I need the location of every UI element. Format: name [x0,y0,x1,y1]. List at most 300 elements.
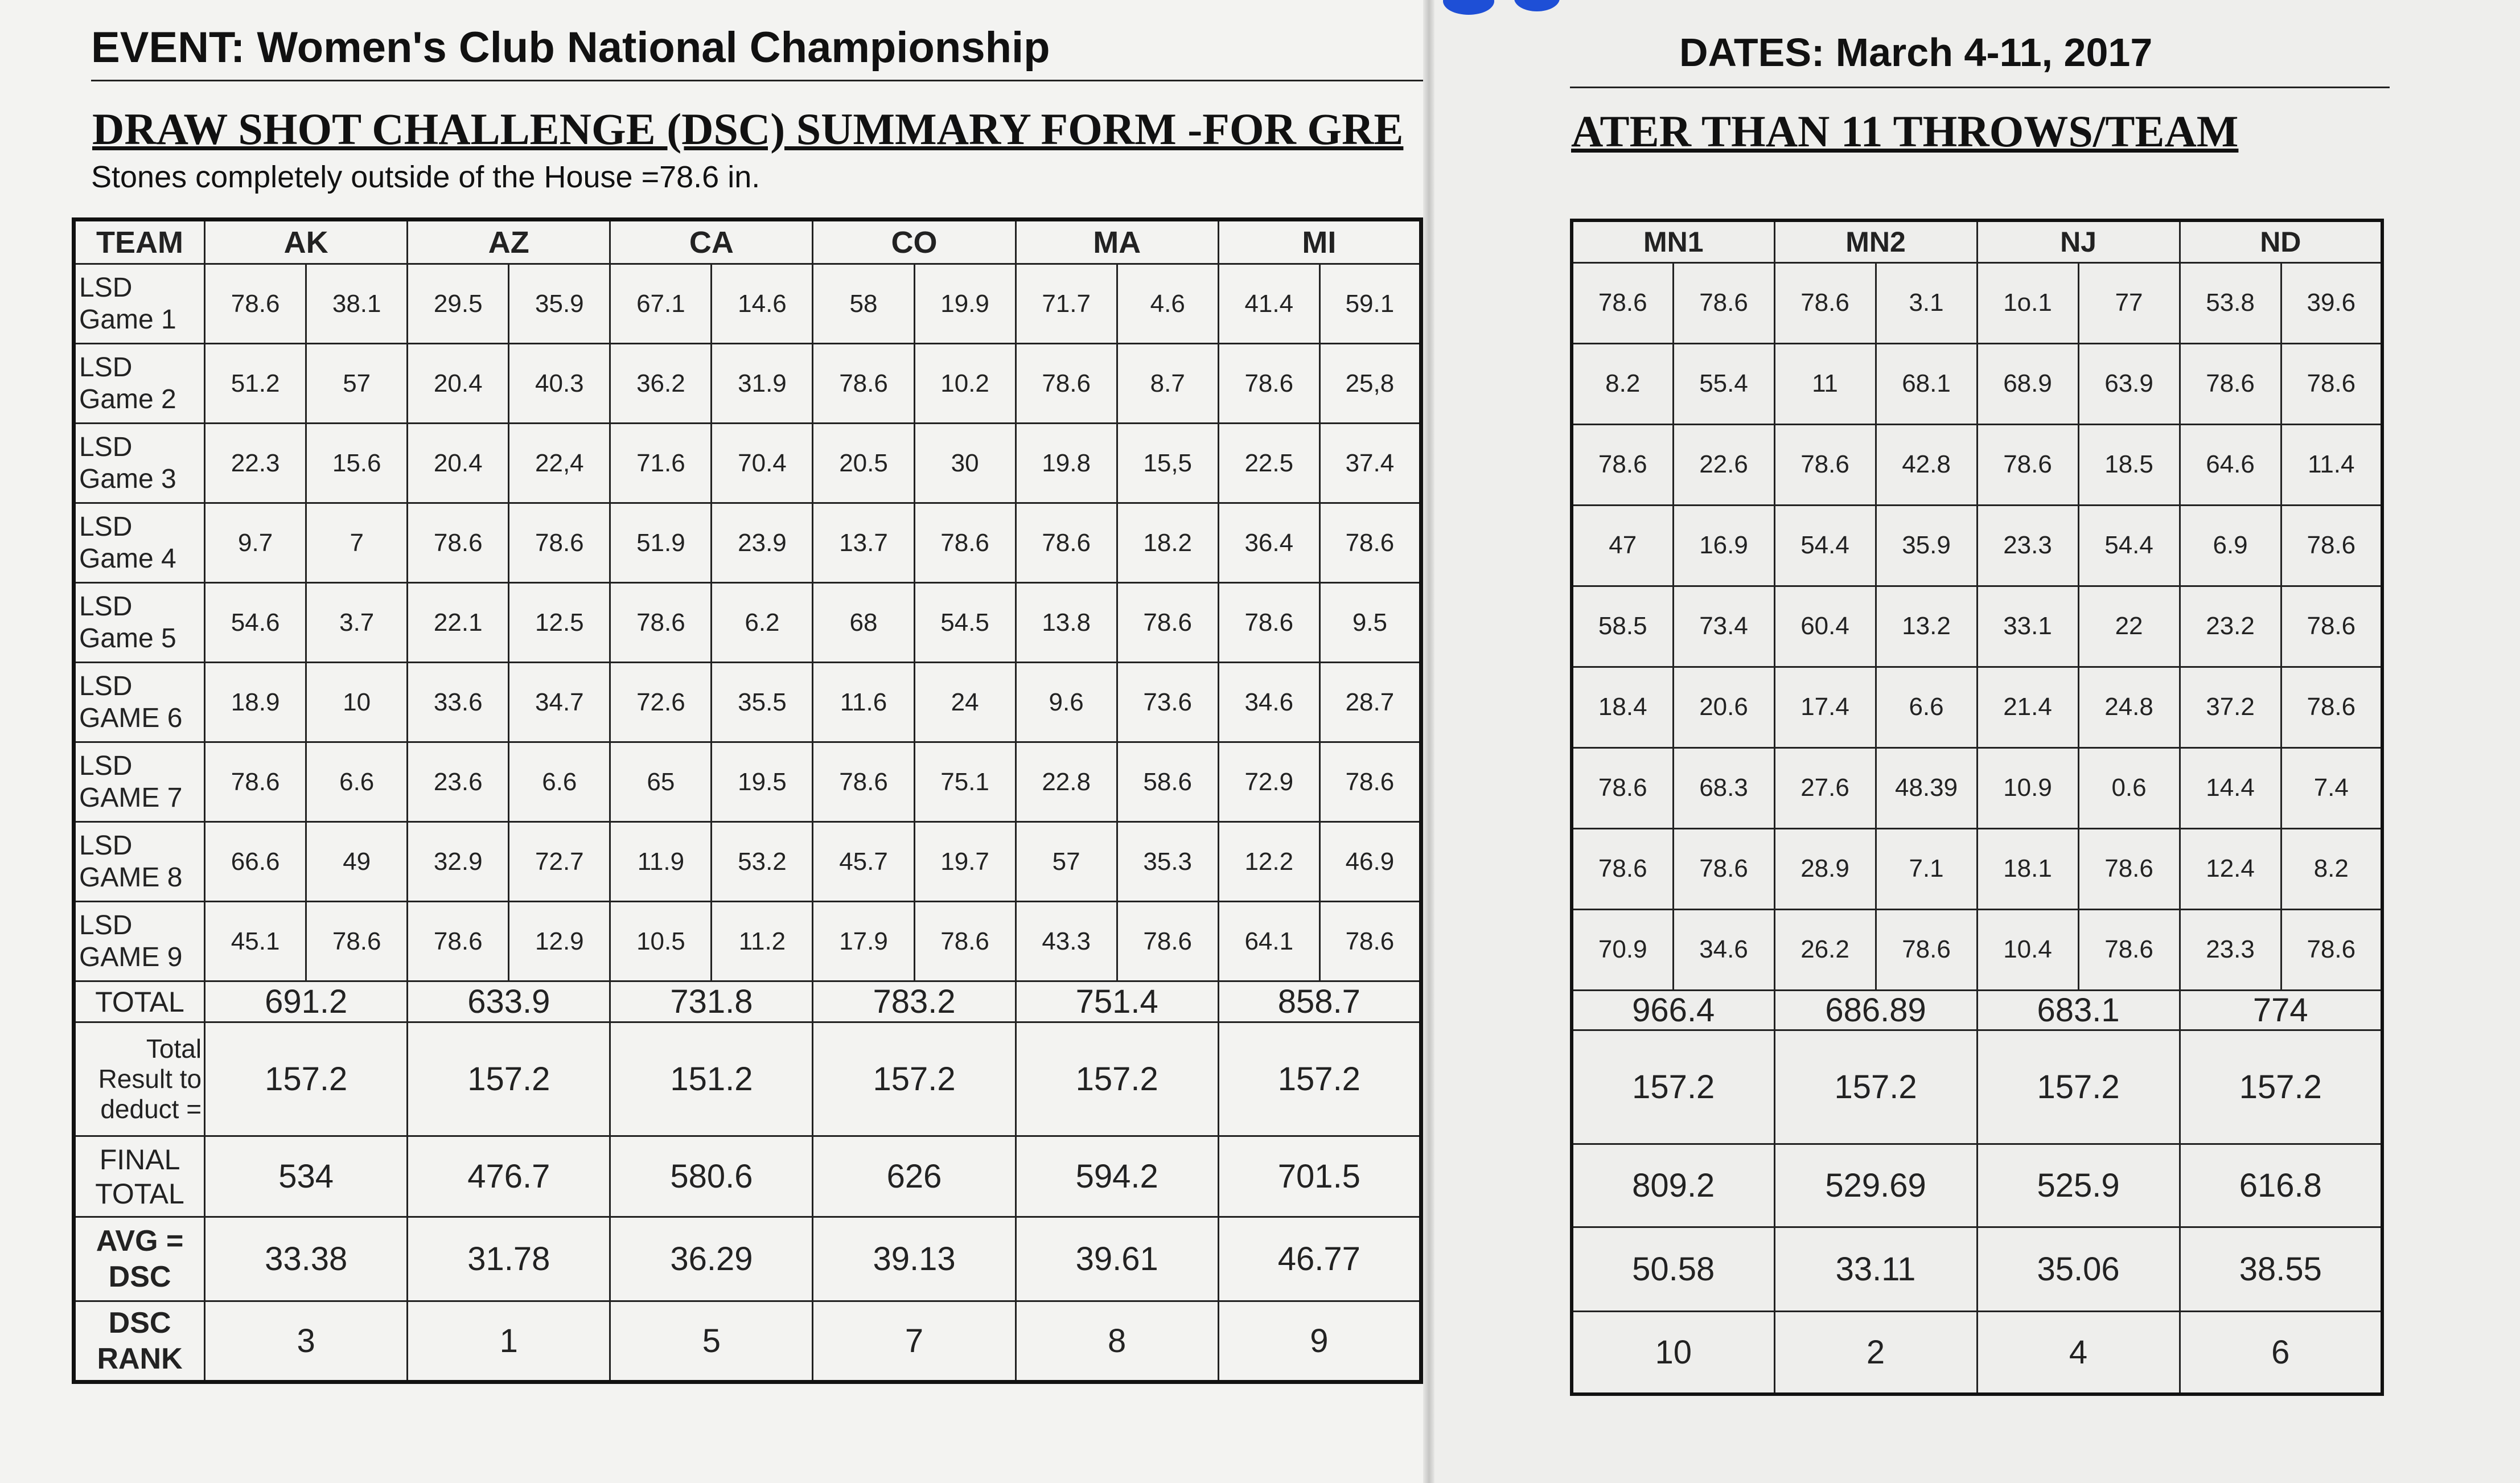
score-cell: 53.2 [712,822,813,902]
deduct-row-value: 157.2 [1218,1022,1421,1136]
score-cell: 78.6 [813,344,914,424]
score-cell: 11.2 [712,902,813,981]
score-cell: 34.6 [1218,663,1319,742]
score-cell: 14.6 [712,264,813,344]
score-cell: 78.6 [509,503,610,583]
score-cell: 78.6 [1673,262,1774,343]
final-row-value: 616.8 [2180,1144,2382,1227]
rank-row-value: 10 [1572,1311,1774,1394]
score-cell: 78.6 [1319,742,1421,822]
row-label-line: LSD [79,273,133,303]
score-cell: 60.4 [1774,586,1876,667]
score-cell: 36.4 [1218,503,1319,583]
score-cell: 29.5 [408,264,509,344]
score-cell: 63.9 [2078,343,2180,424]
table-header-row [74,220,1421,264]
deduct-row [74,1022,1421,1136]
score-cell: 11.6 [813,663,914,742]
score-cell: 58 [813,264,914,344]
final-row-value: 529.69 [1774,1144,1977,1227]
score-cell: 78.6 [1673,828,1774,909]
avg-row-value: 31.78 [408,1217,610,1301]
score-cell: 23.3 [2180,909,2281,990]
row-label-line: LSD [79,512,133,543]
score-cell: 54.5 [914,583,1016,663]
deduct-row-value: 157.2 [2180,1030,2382,1144]
score-cell: 78.6 [1016,344,1117,424]
row-label-line: GAME 8 [79,862,183,893]
score-cell: 6.6 [1876,667,1977,747]
row-label-line: Result to [98,1064,202,1094]
game-row [1572,667,2382,747]
score-cell: 72.9 [1218,742,1319,822]
score-cell: 43.3 [1016,902,1117,981]
total-row-value: 686.89 [1774,990,1977,1030]
score-cell: 78.6 [1774,262,1876,343]
total-row-value: 751.4 [1016,981,1218,1022]
score-cell: 18.4 [1572,667,1673,747]
score-cell: 42.8 [1876,424,1977,505]
score-cell: 23.9 [712,503,813,583]
score-cell: 13.8 [1016,583,1117,663]
score-cell: 25,8 [1319,344,1421,424]
row-label-line: Game 5 [79,623,176,654]
deduct-row-value: 157.2 [205,1022,408,1136]
row-label [74,344,205,424]
row-label-line: AVG = [96,1225,184,1258]
rank-row-value: 3 [205,1301,408,1382]
avg-row-value: 39.61 [1016,1217,1218,1301]
score-cell: 75.1 [914,742,1016,822]
score-cell: 45.7 [813,822,914,902]
game-row [74,902,1421,981]
avg-row [74,1217,1421,1301]
score-cell: 78.6 [1572,747,1673,828]
score-cell: 78.6 [1572,262,1673,343]
team-name: NJ [1977,220,2180,262]
game-row [74,822,1421,902]
score-cell: 0.6 [2078,747,2180,828]
score-cell: 11.9 [610,822,712,902]
score-cell: 39.6 [2281,262,2382,343]
deduct-row-value: 157.2 [1977,1030,2180,1144]
row-label-line: TOTAL [95,985,184,1018]
game-row [1572,909,2382,990]
score-cell: 15.6 [306,424,408,503]
row-label-line: LSD [79,352,133,383]
score-cell: 20.6 [1673,667,1774,747]
final-row-value: 525.9 [1977,1144,2180,1227]
rank-row-value: 4 [1977,1311,2180,1394]
form-title-right: ATER THAN 11 THROWS/TEAM [1571,106,2239,156]
score-cell: 22.3 [205,424,306,503]
score-cell: 26.2 [1774,909,1876,990]
row-label [74,503,205,583]
avg-row-label [74,1217,205,1301]
dsc-summary-table-left [72,217,1423,1384]
table-header-row [1572,220,2382,262]
score-cell: 20.4 [408,344,509,424]
score-cell: 20.5 [813,424,914,503]
rank-row [1572,1311,2382,1394]
rank-row-value: 7 [813,1301,1016,1382]
divider [91,80,1423,81]
score-cell: 8.2 [2281,828,2382,909]
row-label-line: LSD [79,432,133,463]
row-label [74,424,205,503]
row-label-line: DSC [108,1260,171,1293]
score-cell: 28.9 [1774,828,1876,909]
score-cell: 30 [914,424,1016,503]
row-label [74,264,205,344]
score-cell: 45.1 [205,902,306,981]
rank-row-value: 2 [1774,1311,1977,1394]
total-row-label [74,981,205,1022]
game-row [1572,262,2382,343]
total-row-value: 774 [2180,990,2382,1030]
score-cell: 78.6 [1319,503,1421,583]
score-cell: 7 [306,503,408,583]
score-cell: 31.9 [712,344,813,424]
score-cell: 32.9 [408,822,509,902]
deduct-row-value: 157.2 [1774,1030,1977,1144]
score-cell: 54.6 [205,583,306,663]
score-cell: 35.9 [509,264,610,344]
score-cell: 37.2 [2180,667,2281,747]
row-label-line: GAME 9 [79,942,183,972]
score-cell: 78.6 [2078,828,2180,909]
total-row-value: 783.2 [813,981,1016,1022]
score-cell: 28.7 [1319,663,1421,742]
score-cell: 10.5 [610,902,712,981]
team-name: AK [205,220,408,264]
score-cell: 7.1 [1876,828,1977,909]
score-cell: 13.7 [813,503,914,583]
score-cell: 12.9 [509,902,610,981]
final-row-label [74,1136,205,1217]
score-cell: 70.9 [1572,909,1673,990]
row-label-line: DSC [108,1307,171,1340]
rank-row-label [74,1301,205,1382]
score-cell: 8.7 [1117,344,1218,424]
score-cell: 17.4 [1774,667,1876,747]
final-row-value: 594.2 [1016,1136,1218,1217]
score-cell: 78.6 [2281,343,2382,424]
score-cell: 7.4 [2281,747,2382,828]
event-dates: DATES: March 4-11, 2017 [1679,30,2153,75]
event-title: EVENT: Women's Club National Championship [91,23,1050,72]
score-cell: 22.5 [1218,424,1319,503]
row-label-line: GAME 6 [79,703,183,733]
score-cell: 57 [306,344,408,424]
score-cell: 18.9 [205,663,306,742]
score-cell: 24.8 [2078,667,2180,747]
game-row [74,264,1421,344]
score-cell: 78.6 [813,742,914,822]
total-row [74,981,1421,1022]
score-cell: 71.6 [610,424,712,503]
score-cell: 78.6 [610,583,712,663]
score-cell: 9.7 [205,503,306,583]
score-cell: 12.2 [1218,822,1319,902]
team-name: MI [1218,220,1421,264]
game-row [1572,505,2382,586]
avg-row-value: 38.55 [2180,1227,2382,1311]
final-row-value: 476.7 [408,1136,610,1217]
score-cell: 64.1 [1218,902,1319,981]
row-label-line: LSD [79,751,133,782]
score-cell: 73.6 [1117,663,1218,742]
score-cell: 67.1 [610,264,712,344]
score-cell: 78.6 [408,902,509,981]
game-row [74,742,1421,822]
final-row-value: 580.6 [610,1136,813,1217]
rank-row-value: 5 [610,1301,813,1382]
score-cell: 73.4 [1673,586,1774,667]
final-row-value: 626 [813,1136,1016,1217]
score-cell: 18.5 [2078,424,2180,505]
score-cell: 18.2 [1117,503,1218,583]
score-cell: 78.6 [205,742,306,822]
row-label-line: LSD [79,591,133,622]
row-label-line: LSD [79,910,133,941]
final-row-value: 534 [205,1136,408,1217]
score-cell: 78.6 [1977,424,2078,505]
score-cell: 78.6 [306,902,408,981]
score-cell: 49 [306,822,408,902]
score-cell: 3.7 [306,583,408,663]
row-label-line: LSD [79,831,133,861]
deduct-row-value: 151.2 [610,1022,813,1136]
score-cell: 78.6 [2281,667,2382,747]
deduct-row-label [74,1022,205,1136]
score-cell: 8.2 [1572,343,1673,424]
avg-row-value: 39.13 [813,1217,1016,1301]
score-cell: 59.1 [1319,264,1421,344]
score-cell: 6.6 [509,742,610,822]
score-cell: 16.9 [1673,505,1774,586]
avg-row-value: 35.06 [1977,1227,2180,1311]
score-cell: 21.4 [1977,667,2078,747]
row-label-line: RANK [97,1342,183,1375]
score-cell: 6.2 [712,583,813,663]
score-cell: 33.6 [408,663,509,742]
score-cell: 70.4 [712,424,813,503]
score-cell: 78.6 [1876,909,1977,990]
score-cell: 78.6 [1218,583,1319,663]
score-cell: 78.6 [1319,902,1421,981]
score-cell: 3.1 [1876,262,1977,343]
avg-row [1572,1227,2382,1311]
score-cell: 1o.1 [1977,262,2078,343]
team-name: MN1 [1572,220,1774,262]
row-label [74,742,205,822]
deduct-row [1572,1030,2382,1144]
score-cell: 19.7 [914,822,1016,902]
score-cell: 18.1 [1977,828,2078,909]
score-cell: 4.6 [1117,264,1218,344]
score-cell: 14.4 [2180,747,2281,828]
total-row-value: 966.4 [1572,990,1774,1030]
score-cell: 78.6 [205,264,306,344]
score-cell: 68.1 [1876,343,1977,424]
avg-row-value: 36.29 [610,1217,813,1301]
team-name: MN2 [1774,220,1977,262]
score-cell: 77 [2078,262,2180,343]
score-cell: 65 [610,742,712,822]
row-label-line: Total [146,1034,202,1064]
score-cell: 68.3 [1673,747,1774,828]
score-cell: 51.2 [205,344,306,424]
row-label-line: Game 1 [79,304,176,335]
score-cell: 58.6 [1117,742,1218,822]
game-row [74,344,1421,424]
score-cell: 78.6 [1572,828,1673,909]
score-cell: 9.5 [1319,583,1421,663]
score-cell: 27.6 [1774,747,1876,828]
score-cell: 53.8 [2180,262,2281,343]
score-cell: 47 [1572,505,1673,586]
page-fold [1423,0,1434,1483]
score-cell: 23.6 [408,742,509,822]
score-cell: 36.2 [610,344,712,424]
rank-row-value: 8 [1016,1301,1218,1382]
row-label [74,583,205,663]
score-cell: 12.5 [509,583,610,663]
score-cell: 40.3 [509,344,610,424]
score-cell: 33.1 [1977,586,2078,667]
row-label-line: TOTAL [95,1177,184,1210]
score-cell: 78.6 [1016,503,1117,583]
score-cell: 6.9 [2180,505,2281,586]
dsc-summary-table-right [1570,219,2384,1396]
score-cell: 66.6 [205,822,306,902]
score-cell: 78.6 [1572,424,1673,505]
deduct-row-value: 157.2 [813,1022,1016,1136]
form-subtitle: Stones completely outside of the House =78.6 in. [91,160,760,194]
rank-row-value: 6 [2180,1311,2382,1394]
score-cell: 20.4 [408,424,509,503]
row-label-line: LSD [79,671,133,702]
game-row [74,583,1421,663]
team-name: CA [610,220,813,264]
final-row [1572,1144,2382,1227]
score-cell: 23.3 [1977,505,2078,586]
game-row [74,503,1421,583]
row-label-line: Game 2 [79,384,176,414]
score-cell: 38.1 [306,264,408,344]
score-cell: 19.5 [712,742,813,822]
game-row [1572,424,2382,505]
final-row-value: 809.2 [1572,1144,1774,1227]
game-row [1572,747,2382,828]
score-cell: 6.6 [306,742,408,822]
score-cell: 19.9 [914,264,1016,344]
score-cell: 78.6 [1774,424,1876,505]
score-cell: 78.6 [2078,909,2180,990]
score-cell: 78.6 [2281,505,2382,586]
total-row-value: 633.9 [408,981,610,1022]
score-cell: 58.5 [1572,586,1673,667]
avg-row-value: 33.11 [1774,1227,1977,1311]
row-label-line: Game 4 [79,543,176,574]
score-cell: 10.2 [914,344,1016,424]
score-cell: 78.6 [1117,583,1218,663]
rank-row-value: 9 [1218,1301,1421,1382]
score-cell: 48.39 [1876,747,1977,828]
total-row-value: 731.8 [610,981,813,1022]
score-cell: 72.6 [610,663,712,742]
score-cell: 46.9 [1319,822,1421,902]
game-row [74,424,1421,503]
score-cell: 10.9 [1977,747,2078,828]
score-cell: 34.7 [509,663,610,742]
score-cell: 22.6 [1673,424,1774,505]
avg-row-value: 50.58 [1572,1227,1774,1311]
final-row-value: 701.5 [1218,1136,1421,1217]
row-label-line: Game 3 [79,463,176,494]
team-name: CO [813,220,1016,264]
deduct-row-value: 157.2 [408,1022,610,1136]
score-cell: 78.6 [2281,909,2382,990]
score-cell: 51.9 [610,503,712,583]
score-cell: 12.4 [2180,828,2281,909]
score-cell: 78.6 [2180,343,2281,424]
score-cell: 54.4 [2078,505,2180,586]
score-cell: 15,5 [1117,424,1218,503]
score-cell: 68.9 [1977,343,2078,424]
game-row [1572,586,2382,667]
divider [1570,87,2390,88]
score-cell: 24 [914,663,1016,742]
rank-row-value: 1 [408,1301,610,1382]
score-cell: 71.7 [1016,264,1117,344]
score-cell: 22,4 [509,424,610,503]
score-cell: 41.4 [1218,264,1319,344]
score-cell: 23.2 [2180,586,2281,667]
score-cell: 68 [813,583,914,663]
final-row [74,1136,1421,1217]
deduct-row-value: 157.2 [1016,1022,1218,1136]
rank-row [74,1301,1421,1382]
avg-row-value: 33.38 [205,1217,408,1301]
score-cell: 54.4 [1774,505,1876,586]
score-cell: 22.8 [1016,742,1117,822]
score-cell: 78.6 [1117,902,1218,981]
score-cell: 72.7 [509,822,610,902]
score-cell: 57 [1016,822,1117,902]
team-name: AZ [408,220,610,264]
score-cell: 10.4 [1977,909,2078,990]
row-label [74,902,205,981]
game-row [1572,828,2382,909]
score-cell: 9.6 [1016,663,1117,742]
total-row [1572,990,2382,1030]
score-cell: 17.9 [813,902,914,981]
deduct-row-value: 157.2 [1572,1030,1774,1144]
total-row-value: 683.1 [1977,990,2180,1030]
form-title-left: DRAW SHOT CHALLENGE (DSC) SUMMARY FORM -FOR GRE [92,104,1404,154]
score-cell: 19.8 [1016,424,1117,503]
score-cell: 78.6 [2281,586,2382,667]
score-cell: 78.6 [408,503,509,583]
game-row [1572,343,2382,424]
row-label-line: FINAL [99,1143,180,1176]
score-cell: 78.6 [1218,344,1319,424]
score-cell: 10 [306,663,408,742]
row-label-line: deduct = [100,1094,202,1124]
score-cell: 22.1 [408,583,509,663]
